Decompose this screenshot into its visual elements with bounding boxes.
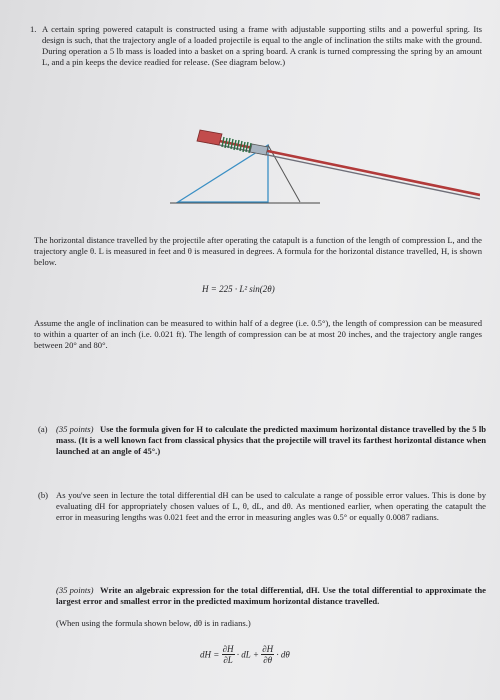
partial-h-theta — [261, 644, 274, 665]
part-b-text: As you've seen in lecture the total differential dH can be used to calculate a range of possible error values. This is done by evaluating dH for appropriately chosen values of L, θ, dL, and dθ. As mentioned earlier, when operating the catapult the error in measuring lengths was 0.021 feet and the error in measuring angles was 0.5° or equally 0.0087 radians. — [56, 490, 486, 522]
dh-lhs: dH = — [200, 649, 220, 660]
paragraph-function: The horizontal distance travelled by the projectile after operating the catapult is a function of the length of compression L, and the trajectory angle θ. L is measured in feet and θ is measured in degrees. A formula for the horizontal distance travelled, H, is shown below. — [34, 235, 482, 267]
part-a-points: (35 points) — [56, 424, 94, 434]
part-b2-points: (35 points) — [56, 585, 94, 595]
part-b2-text: Write an algebraic expression for the total differential, dH. Use the total differential to approximate the largest error and smallest error in the predicted maximum horizontal distance travelled. — [56, 585, 486, 606]
basket — [197, 130, 222, 145]
frame-triangle — [178, 145, 268, 202]
problem-number: 1. — [30, 24, 37, 34]
dh-end: · dθ — [276, 649, 290, 660]
part-a-text: Use the formula given for H to calculate the predicted maximum horizontal distance travelled by the 5 lb mass. (It is a well known fact from classical physics that the projectile will travel its farthest horizontal distance when launched at an angle of 45°.) — [56, 424, 486, 456]
part-a-label: (a) — [38, 424, 48, 434]
partial-h-theta-den: ∂θ — [263, 655, 273, 665]
total-differential-formula — [200, 644, 290, 665]
catapult-diagram — [150, 125, 480, 210]
paragraph-assumptions: Assume the angle of inclination can be measured to within half of a degree (i.e. 0.5°), the length of compression can be measured to within a quarter of an inch (i.e. 0.021 ft). The length of compression can be at most 20 inches, and the trajectory angle ranges between 20° and 80°. — [34, 318, 482, 350]
spring-board — [250, 144, 268, 155]
dh-mid: · dL + — [236, 649, 259, 660]
launch-rail-top — [200, 137, 480, 195]
launch-rail-bottom — [200, 141, 480, 199]
problem-intro: A certain spring powered catapult is constructed using a frame with adjustable supporting stilts and a powerful spring. Its design is such, that the trajectory angle of a loaded projectile is equal to the angle of inclination the stilts make with the ground. During operation a 5 lb mass is loaded into a basket on a spring board. A crank is turned compressing the spring by an amount L, and a pin keeps the device readied for release. (See diagram below.) — [42, 24, 482, 67]
partial-h-l-num: ∂H — [222, 644, 234, 654]
partial-h-l — [222, 644, 235, 665]
part-b-label: (b) — [38, 490, 49, 500]
partial-h-l-den: ∂L — [223, 655, 233, 665]
partial-h-theta-num: ∂H — [262, 644, 274, 654]
distance-formula: H = 225 · L² sin(2θ) — [202, 284, 275, 294]
part-b2-note: (When using the formula shown below, dθ is in radians.) — [56, 618, 251, 628]
